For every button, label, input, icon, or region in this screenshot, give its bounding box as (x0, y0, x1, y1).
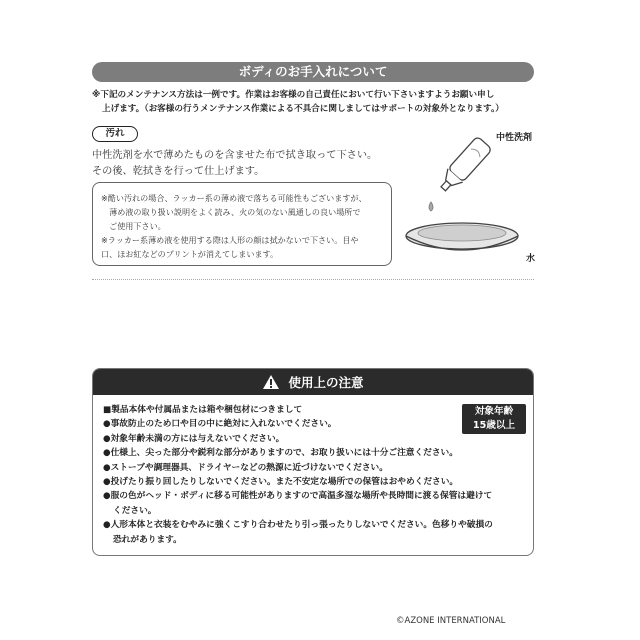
section-title-banner: ボディのお手入れについて (92, 62, 534, 82)
caution-line-1: ※酷い汚れの場合、ラッカー系の薄め液で落ちる可能性もございますが、 (101, 193, 367, 203)
dirt-instruction-line-2: その後、乾拭きを行って仕上げます。 (92, 166, 265, 177)
warning-item: ●服の色がヘッド・ボディに移る可能性がありますので高温多湿な場所や長時間に渡る保管は避けて ください。 (103, 491, 493, 516)
caution-line-4: ※ラッカー系薄め液を使用する際は人形の顔は拭かないで下さい。目や (101, 235, 359, 245)
copyright-notice: ©AZONE INTERNATIONAL (396, 616, 506, 626)
caution-line-3: ご使用下さい。 (101, 221, 166, 231)
warning-title: 使用上の注意 (288, 375, 364, 390)
target-age-badge (462, 404, 526, 434)
intro-note-line-2: 上げます。（お客様の行うメンテナンス作業による不具合に関しましてはサポートの対象外となります。） (102, 104, 504, 114)
caution-line-5: 口、ほお紅などのプリントが消えてしまいます。 (101, 249, 279, 259)
warning-header (93, 369, 533, 395)
detergent-bottle-icon (436, 136, 492, 195)
lacquer-caution-box (92, 182, 392, 266)
warning-item: ●人形本体と衣装をむやみに強くこすり合わせたり引っ張ったりしないでください。色移りや破損の 恐れがあります。 (103, 520, 493, 545)
warning-triangle-icon (262, 374, 280, 390)
warning-item: ■製品本体や付属品または箱や梱包材につきまして (103, 405, 303, 415)
water-label: 水 (526, 254, 536, 264)
caution-line-2: 薄め液の取り扱い説明をよく読み、火の気のない風通しの良い場所で (101, 207, 361, 217)
dish-icon (406, 223, 518, 250)
section-divider (92, 279, 534, 280)
warning-item: ●仕様上、尖った部分や鋭利な部分がありますので、お取り扱いには十分ご注意ください。 (103, 448, 458, 459)
detergent-label: 中性洗剤 (496, 133, 533, 143)
age-badge-line-2: 15歳以上 (472, 420, 516, 431)
intro-note-line-1: ※下記のメンテナンス方法は一例です。作業はお客様の自己責任において行い下さいますようお願い申し (92, 90, 495, 100)
dirt-instruction-line-1: 中性洗剤を水で薄めたものを含ませた布で拭き取って下さい。 (92, 150, 378, 161)
age-badge-line-1: 対象年齢 (474, 406, 514, 417)
usage-warning-panel (92, 368, 534, 556)
warning-item: ●ストーブや調理器具、ドライヤーなどの熱源に近づけないでください。 (103, 462, 388, 473)
intro-note (92, 88, 542, 116)
warning-item: ●事故防止のため口や目の中に絶対に入れないでください。 (103, 419, 337, 430)
droplet-icon (429, 202, 433, 211)
detergent-and-dish-illustration (400, 126, 550, 266)
dirt-tag: 汚れ (92, 126, 138, 142)
warning-item: ●投げたり振り回したりしないでください。また不安定な場所での保管はおやめください。 (103, 477, 459, 488)
dirt-instructions (92, 148, 412, 180)
warning-item: ●対象年齢未満の方には与えないでください。 (103, 433, 285, 444)
